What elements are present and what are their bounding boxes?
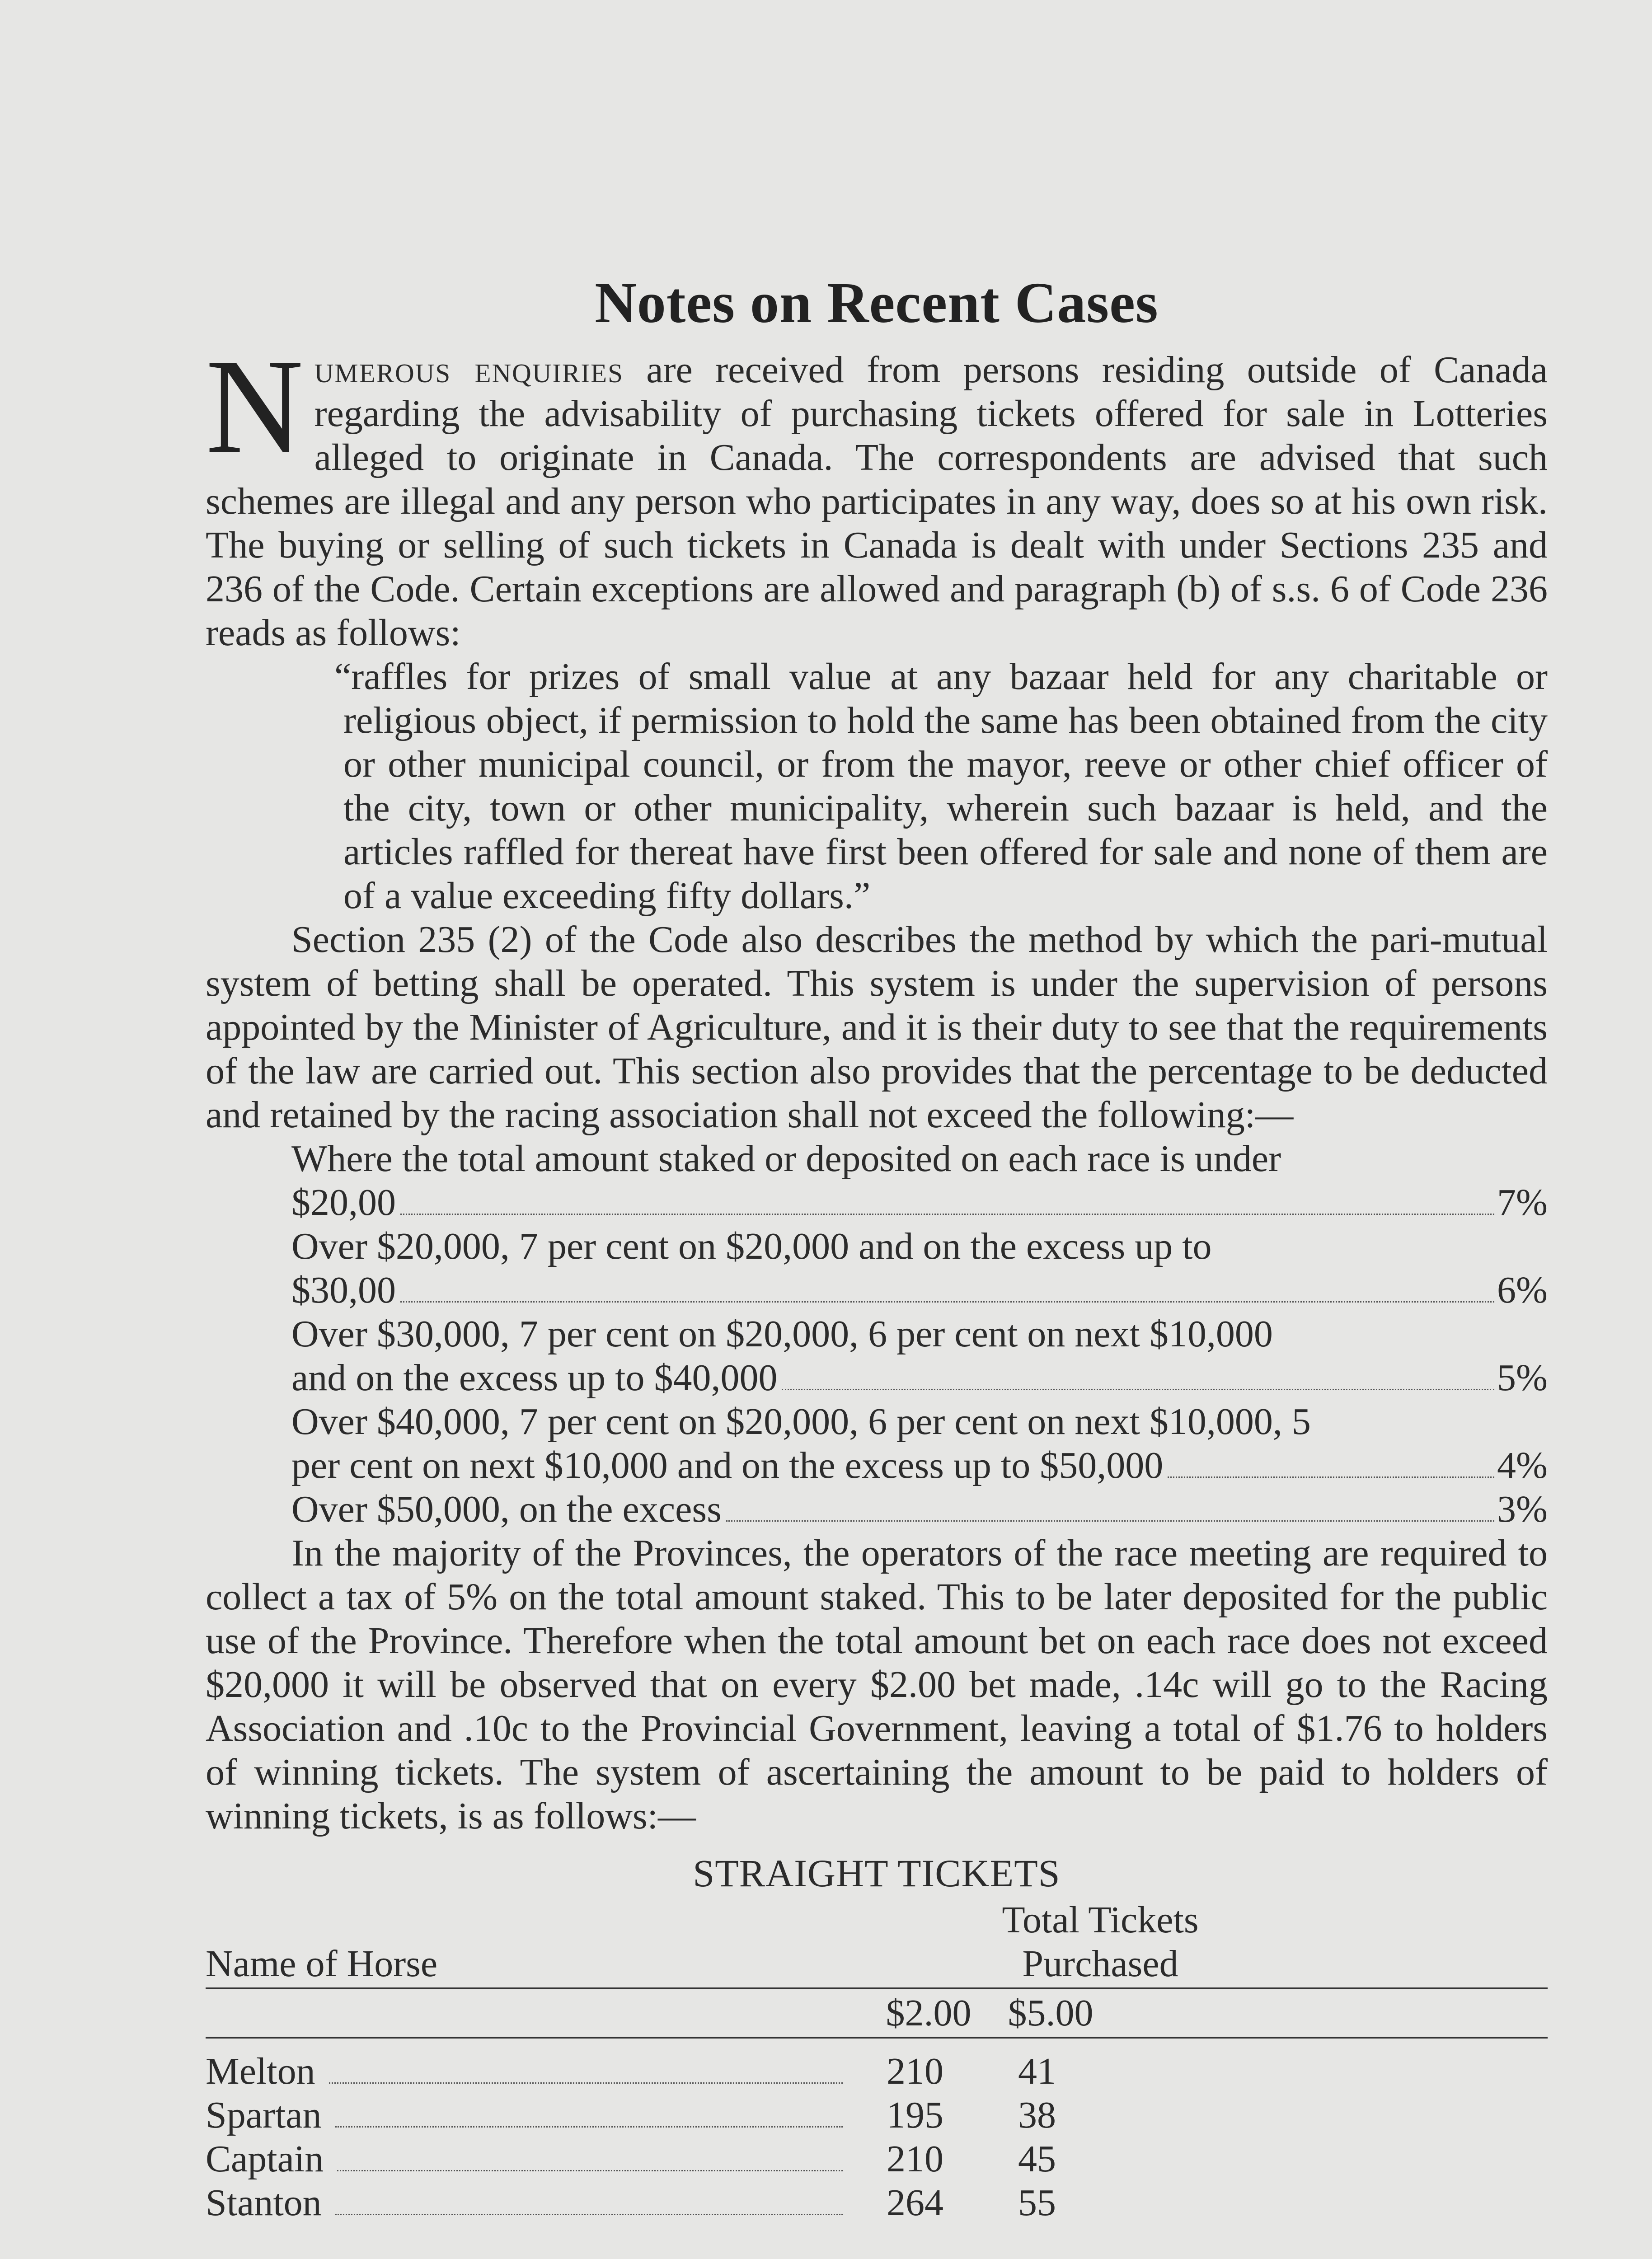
header-group-line1: Total Tickets — [1002, 1899, 1199, 1941]
dot-leader — [329, 2082, 843, 2084]
table-row — [206, 2049, 1548, 2093]
tax-paragraph: In the majority of the Provinces, the operators of the race meeting are required to collect a tax of 5% on the total amount staked. This to be later deposited for the public use of the Province. Therefore when the total amount bet on each race does not exceed $20,000 it will be observed that on every $2.00 bet made, .14c will go to the Racing Association and .10c to the Provincial Government, leaving a total of $1.76 to holders of winning tickets. The system of ascertaining the amount to be paid to holders of winning tickets, is as follows:— — [206, 1532, 1548, 1837]
section-paragraph: Section 235 (2) of the Code also describes the method by which the pari-mutual system of betting shall be operated. This system is under the supervision of persons appointed by the Minister of Agriculture, and it is their duty to see that the requirements of the law are carried out. This section also provides that the percentage to be deducted and retained by the racing association shall not exceed the following:— — [206, 919, 1548, 1136]
dot-leader — [335, 2214, 843, 2215]
horse-name: Stanton — [206, 2182, 322, 2224]
rate-line-1: Where the total amount staked or deposited on each race is under — [291, 1138, 1281, 1180]
rate-label: and on the excess up to $40,000 — [291, 1357, 778, 1399]
header-name-of-horse: Name of Horse — [206, 1943, 438, 1985]
subheader-spacer — [206, 1991, 874, 2035]
rates-list — [291, 1137, 1548, 1531]
rate-percent: 6% — [1497, 1269, 1548, 1311]
rate-percent: 3% — [1497, 1488, 1548, 1530]
dot-leader — [335, 2126, 843, 2128]
header-col-5-dollars: $5.00 — [1008, 1992, 1094, 2034]
rate-line-1: Over $30,000, 7 per cent on $20,000, 6 per cent on next $10,000 — [291, 1313, 1273, 1355]
table-row — [206, 2093, 1548, 2137]
header-col-2-dollars: $2.00 — [886, 1992, 971, 2034]
table-rule — [206, 2037, 1548, 2039]
rate-percent: 4% — [1497, 1444, 1548, 1486]
rate-item — [291, 1487, 1548, 1531]
horse-name: Captain — [206, 2138, 324, 2180]
dot-leader — [400, 1301, 1494, 1303]
rate-label: $20,00 — [291, 1181, 396, 1223]
table-row — [206, 2137, 1548, 2181]
rate-item — [291, 1268, 1548, 1312]
table-title: STRAIGHT TICKETS — [693, 1851, 1061, 1895]
table-rule — [206, 1987, 1548, 1989]
tickets-2: 210 — [887, 2050, 943, 2092]
rate-item — [291, 1181, 1548, 1224]
horse-name: Spartan — [206, 2094, 322, 2136]
document-page — [206, 271, 1548, 2225]
tickets-2: 195 — [887, 2094, 943, 2136]
rate-label: $30,00 — [291, 1269, 396, 1311]
rate-line-1: Over $20,000, 7 per cent on $20,000 and on the excess up to — [291, 1225, 1212, 1267]
dot-leader — [400, 1213, 1494, 1215]
rate-line-1: Over $40,000, 7 per cent on $20,000, 6 per cent on next $10,000, 5 — [291, 1401, 1311, 1443]
intro-smallcaps: umerous enquiries — [314, 349, 624, 391]
tickets-5: 38 — [1018, 2094, 1056, 2136]
rate-percent: 7% — [1497, 1181, 1548, 1223]
rate-percent: 5% — [1497, 1357, 1548, 1399]
table-subheader — [206, 1991, 1548, 2035]
header-group-line2: Purchased — [1022, 1943, 1178, 1985]
page-title: Notes on Recent Cases — [595, 271, 1159, 335]
header-total-tickets — [874, 1898, 1326, 1986]
dot-leader — [726, 1520, 1494, 1522]
tickets-2: 264 — [887, 2182, 943, 2224]
tickets-5: 55 — [1018, 2182, 1056, 2224]
table-header — [206, 1898, 1548, 1986]
code-quote: “raffles for prizes of small value at any bazaar held for any charitable or religious object, if permission to hold the same has been obtained from the city or other municipal council, or from the mayor, reeve or other chief officer of the city, town or other municipality, wherein such bazaar is held, and the articles raffled for thereat have first been offered for sale and none of them are of a value exceeding fifty dollars.” — [334, 656, 1548, 917]
intro-text: are received from persons residing outside of Canada regarding the advisability of purchasing tickets offered for sale in Lotteries alleged to originate in Canada. The correspondents are advised that such schemes are illegal and any person who participates in any way, does so at his own risk. The buying or selling of such tickets in Canada is dealt with under Sections 235 and 236 of the Code. Certain exceptions are allowed and paragraph (b) of s.s. 6 of Code 236 reads as follows: — [206, 349, 1548, 654]
tickets-2: 210 — [887, 2138, 943, 2180]
tickets-5: 45 — [1018, 2138, 1056, 2180]
rate-label: Over $50,000, on the excess — [291, 1488, 722, 1530]
dot-leader — [337, 2170, 843, 2171]
drop-cap: N — [206, 331, 304, 481]
dot-leader — [782, 1388, 1494, 1390]
tickets-table — [206, 1851, 1548, 2225]
rate-item — [291, 1356, 1548, 1400]
rate-item — [291, 1444, 1548, 1487]
intro-paragraph — [206, 331, 1548, 655]
table-row — [206, 2181, 1548, 2225]
rate-label: per cent on next $10,000 and on the excess up to $50,000 — [291, 1444, 1164, 1486]
horse-name: Melton — [206, 2050, 315, 2092]
tickets-5: 41 — [1018, 2050, 1056, 2092]
dot-leader — [1168, 1476, 1494, 1478]
